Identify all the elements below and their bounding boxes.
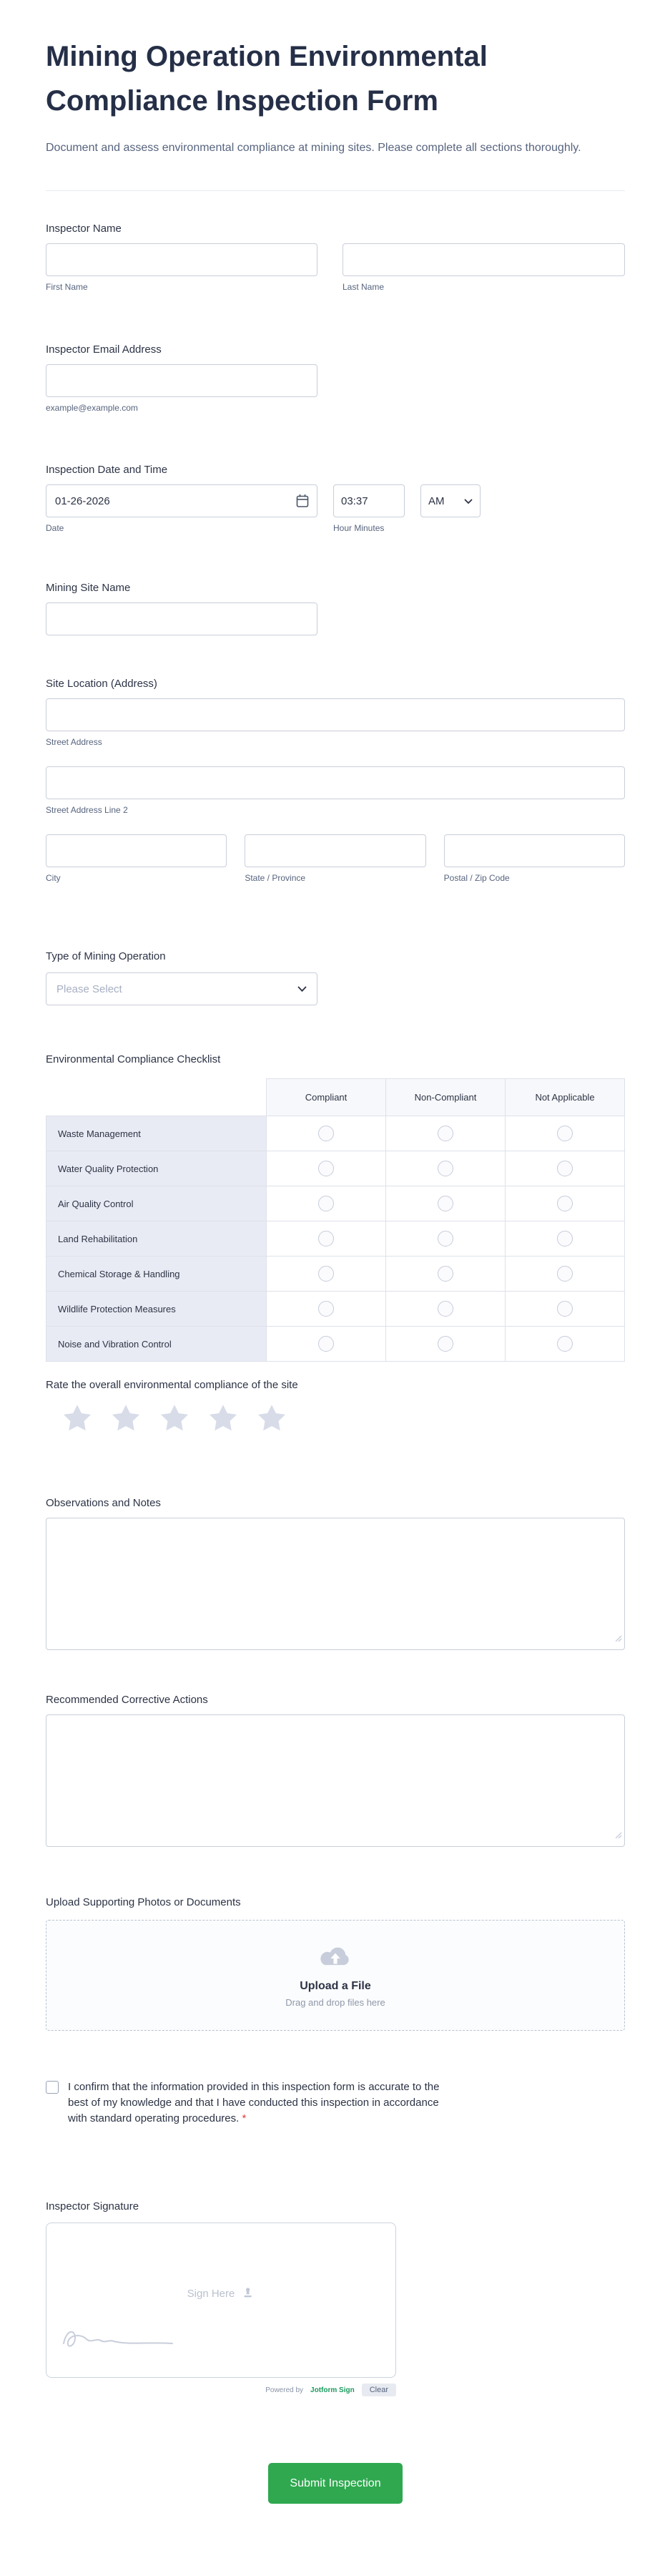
state-input[interactable]: [245, 834, 425, 867]
city-input[interactable]: [46, 834, 227, 867]
signature-label: Inspector Signature: [46, 2200, 139, 2212]
radio-wildlife-not-applicable[interactable]: [557, 1301, 573, 1317]
jotform-sign-brand: Jotform Sign: [310, 2386, 355, 2394]
confirm-statement: I confirm that the information provided in this inspection form is accurate to the best of my knowledge and that I have conducted this inspection in accordance with standard operating procedures.: [68, 2081, 440, 2124]
radio-water-non-compliant[interactable]: [438, 1161, 453, 1176]
field-site-location: [46, 677, 625, 884]
last-name-input[interactable]: [343, 243, 625, 276]
table-row: [46, 1151, 625, 1186]
field-inspection-datetime: [46, 463, 625, 534]
clear-signature-button[interactable]: Clear: [362, 2384, 396, 2396]
street2-sublabel: Street Address Line 2: [46, 805, 128, 815]
row-label: Waste Management: [46, 1116, 267, 1151]
row-label: Land Rehabilitation: [46, 1221, 267, 1257]
corrective-label: Recommended Corrective Actions: [46, 1694, 208, 1706]
street-address-input[interactable]: [46, 698, 625, 731]
radio-land-non-compliant[interactable]: [438, 1231, 453, 1246]
radio-waste-non-compliant[interactable]: [438, 1126, 453, 1141]
star-icon[interactable]: [110, 1402, 142, 1438]
table-row: [46, 1292, 625, 1327]
powered-by-text: Powered by: [265, 2386, 304, 2394]
field-site-rating: [46, 1378, 625, 1438]
first-name-sublabel: First Name: [46, 282, 88, 292]
resize-handle-icon[interactable]: [615, 1633, 622, 1646]
table-row: [46, 1257, 625, 1292]
email-input[interactable]: [46, 364, 317, 397]
chevron-down-icon: [464, 495, 473, 507]
divider: [46, 190, 625, 191]
table-row: [46, 1221, 625, 1257]
star-icon[interactable]: [256, 1402, 287, 1438]
star-icon[interactable]: [207, 1402, 239, 1438]
address-label: Site Location (Address): [46, 678, 157, 690]
upload-dropzone[interactable]: [46, 1920, 625, 2031]
observations-textarea[interactable]: [46, 1518, 625, 1650]
page-title: Mining Operation Environmental Compliance Inspection Form: [46, 41, 488, 117]
site-name-input[interactable]: [46, 602, 317, 635]
row-label: Noise and Vibration Control: [46, 1327, 267, 1362]
radio-noise-compliant[interactable]: [318, 1336, 334, 1352]
last-name-sublabel: Last Name: [343, 282, 385, 292]
rating-label: Rate the overall environmental compliance of the site: [46, 1379, 298, 1391]
email-sublabel: example@example.com: [46, 403, 138, 413]
checklist-label: Environmental Compliance Checklist: [46, 1053, 221, 1065]
field-confirmation: [46, 2079, 625, 2127]
field-inspector-email: [46, 343, 625, 414]
time-input[interactable]: [333, 484, 405, 517]
inspector-name-label: Inspector Name: [46, 223, 122, 235]
row-label: Air Quality Control: [46, 1186, 267, 1221]
observations-label: Observations and Notes: [46, 1497, 161, 1509]
resize-handle-icon[interactable]: [615, 1830, 622, 1843]
radio-noise-non-compliant[interactable]: [438, 1336, 453, 1352]
radio-noise-not-applicable[interactable]: [557, 1336, 573, 1352]
submit-button[interactable]: Submit Inspection: [268, 2463, 402, 2504]
field-operation-type: [46, 950, 625, 1005]
table-row: [46, 1186, 625, 1221]
column-header-non-compliant: Non-Compliant: [386, 1079, 506, 1116]
radio-chemical-not-applicable[interactable]: [557, 1266, 573, 1282]
datetime-label: Inspection Date and Time: [46, 464, 168, 476]
star-icon[interactable]: [61, 1402, 93, 1438]
page-subtitle: Document and assess environmental compliance at mining sites. Please complete all sections thoroughly.: [46, 142, 581, 154]
postal-sublabel: Postal / Zip Code: [443, 873, 510, 883]
postal-input[interactable]: [444, 834, 625, 867]
site-name-label: Mining Site Name: [46, 582, 131, 594]
sign-here-placeholder: Sign Here: [187, 2287, 235, 2300]
upload-button-text: Upload a File: [300, 1979, 371, 1992]
submit-row: [46, 2463, 625, 2563]
field-site-name: [46, 581, 625, 635]
radio-chemical-compliant[interactable]: [318, 1266, 334, 1282]
radio-waste-not-applicable[interactable]: [557, 1126, 573, 1141]
column-header-not-applicable: Not Applicable: [506, 1079, 625, 1116]
first-name-input[interactable]: [46, 243, 317, 276]
cloud-upload-icon: [317, 1943, 354, 1974]
ampm-value: AM: [428, 494, 445, 507]
column-header-compliant: Compliant: [267, 1079, 386, 1116]
city-sublabel: City: [46, 873, 61, 883]
stamp-icon: [240, 2285, 255, 2302]
field-compliance-checklist: [46, 1053, 625, 1362]
radio-land-not-applicable[interactable]: [557, 1231, 573, 1246]
radio-chemical-non-compliant[interactable]: [438, 1266, 453, 1282]
ampm-select[interactable]: [420, 484, 481, 517]
row-label: Chemical Storage & Handling: [46, 1257, 267, 1292]
operation-type-label: Type of Mining Operation: [46, 950, 166, 962]
date-sublabel: Date: [46, 523, 64, 533]
row-label: Water Quality Protection: [46, 1151, 267, 1186]
field-inspector-name: [46, 222, 625, 293]
street-address2-input[interactable]: [46, 766, 625, 799]
corrective-textarea[interactable]: [46, 1714, 625, 1847]
checklist-table: [46, 1078, 625, 1362]
table-row: [46, 1116, 625, 1151]
radio-air-non-compliant[interactable]: [438, 1196, 453, 1211]
date-input[interactable]: [46, 484, 317, 517]
radio-air-compliant[interactable]: [318, 1196, 334, 1211]
star-rating: [46, 1402, 625, 1438]
signature-squiggle-icon: [58, 2318, 179, 2360]
operation-type-select[interactable]: [46, 972, 317, 1005]
street-sublabel: Street Address: [46, 737, 102, 747]
radio-water-not-applicable[interactable]: [557, 1161, 573, 1176]
chevron-down-icon: [297, 983, 307, 995]
state-sublabel: State / Province: [245, 873, 306, 883]
required-asterisk: *: [242, 2112, 247, 2124]
field-observations: [46, 1496, 625, 1650]
radio-water-compliant[interactable]: [318, 1161, 334, 1176]
radio-wildlife-non-compliant[interactable]: [438, 1301, 453, 1317]
field-upload: [46, 1896, 625, 2031]
row-label: Wildlife Protection Measures: [46, 1292, 267, 1327]
radio-waste-compliant[interactable]: [318, 1126, 334, 1141]
confirm-text: [68, 2079, 450, 2127]
radio-air-not-applicable[interactable]: [557, 1196, 573, 1211]
field-corrective-actions: [46, 1693, 625, 1847]
radio-land-compliant[interactable]: [318, 1231, 334, 1246]
table-row: [46, 1327, 625, 1362]
radio-wildlife-compliant[interactable]: [318, 1301, 334, 1317]
upload-hint: Drag and drop files here: [285, 1996, 385, 2008]
time-sublabel: Hour Minutes: [333, 523, 385, 533]
upload-label: Upload Supporting Photos or Documents: [46, 1896, 241, 1908]
matrix-corner-cell: [46, 1079, 267, 1116]
email-label: Inspector Email Address: [46, 343, 162, 356]
confirm-checkbox[interactable]: [46, 2081, 59, 2094]
field-signature: [46, 2200, 625, 2396]
signature-pad[interactable]: [46, 2223, 396, 2378]
star-icon[interactable]: [159, 1402, 190, 1438]
select-placeholder: Please Select: [56, 982, 122, 995]
